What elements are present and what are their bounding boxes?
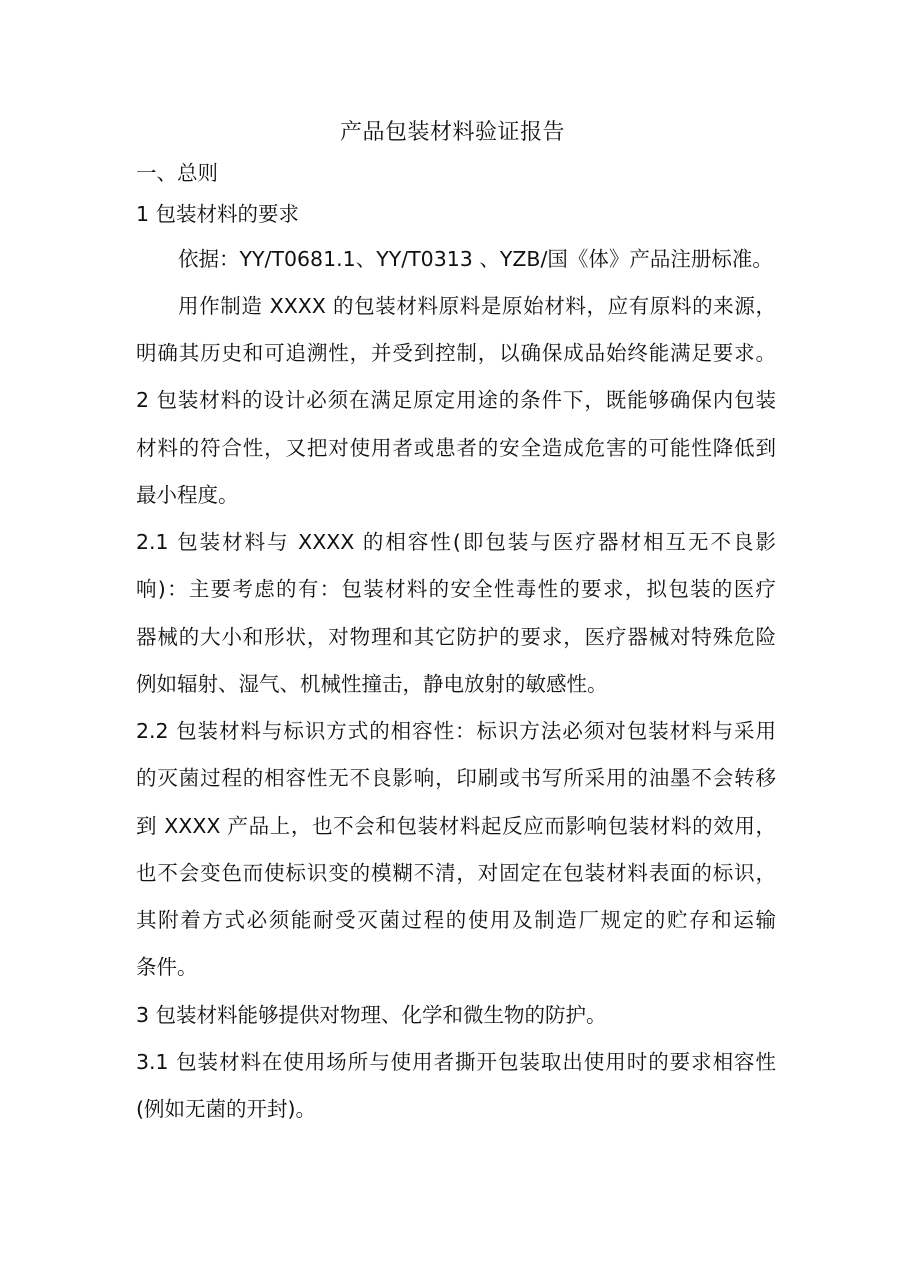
paragraph-line: 明确其历史和可追溯性，并受到控制，以确保成品始终能满足要求。 <box>136 341 776 365</box>
paragraph-line: 也不会变色而使标识变的模糊不清，对固定在包装材料表面的标识， <box>136 861 776 885</box>
paragraph-line: 其附着方式必须能耐受灭菌过程的使用及制造厂规定的贮存和运输 <box>136 908 776 932</box>
paragraph-line: 到 XXXX 产品上，也不会和包装材料起反应而影响包装材料的效用， <box>136 814 776 838</box>
paragraph-line: 条件。 <box>136 955 198 979</box>
paragraph-line: 例如辐射、湿气、机械性撞击，静电放射的敏感性。 <box>136 672 608 696</box>
document-title: 产品包装材料验证报告 <box>339 120 565 145</box>
paragraph-line: 材料的符合性，又把对使用者或患者的安全造成危害的可能性降低到 <box>136 436 776 460</box>
paragraph-line: 的灭菌过程的相容性无不良影响，印刷或书写所采用的油墨不会转移 <box>136 766 776 790</box>
paragraph-line: 2 包装材料的设计必须在满足原定用途的条件下，既能够确保内包装 <box>136 388 776 412</box>
paragraph-line: 3.1 包装材料在使用场所与使用者撕开包装取出使用时的要求相容性 <box>136 1050 776 1074</box>
paragraph-line: 最小程度。 <box>136 483 239 507</box>
paragraph-line: 响)：主要考虑的有：包装材料的安全性毒性的要求，拟包装的医疗 <box>136 577 776 601</box>
paragraph-line: 依据：YY/T0681.1、YY/T0313 、YZB/国《体》产品注册标准。 <box>178 247 773 271</box>
paragraph-line: 2.2 包装材料与标识方式的相容性：标识方法必须对包装材料与采用 <box>136 719 776 743</box>
paragraph-line: 器械的大小和形状，对物理和其它防护的要求，医疗器械对特殊危险 <box>136 625 776 649</box>
paragraph-line: (例如无菌的开封)。 <box>136 1097 316 1121</box>
paragraph-line: 2.1 包装材料与 XXXX 的相容性(即包装与医疗器材相互无不良影 <box>136 530 776 554</box>
section-heading-3: 3 包装材料能够提供对物理、化学和微生物的防护。 <box>136 1003 607 1027</box>
section-heading-1: 1 包装材料的要求 <box>136 202 300 226</box>
section-heading-general: 一、总则 <box>136 161 218 185</box>
paragraph-line: 用作制造 XXXX 的包装材料原料是原始材料，应有原料的来源， <box>178 294 776 318</box>
